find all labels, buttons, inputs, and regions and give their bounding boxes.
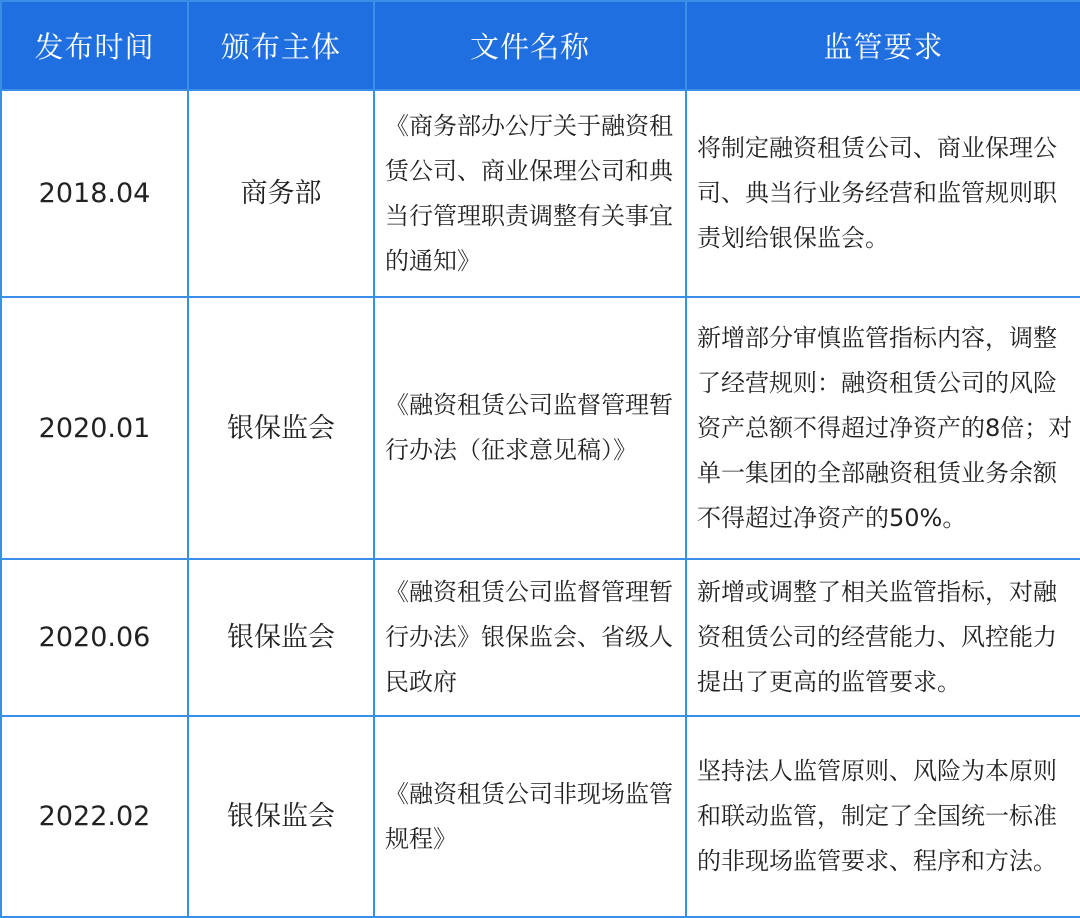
header-release-time: 发布时间 (1, 1, 188, 90)
cell-date: 2018.04 (1, 90, 188, 297)
header-document-name: 文件名称 (374, 1, 686, 90)
requirement-text: 新增或调整了相关监管指标，对融资租赁公司的经营能力、风控能力提出了更高的监管要求。 (697, 578, 1057, 696)
document-text: 《融资租赁公司非现场监管规程》 (385, 779, 673, 853)
cell-requirement (686, 297, 1080, 559)
cell-requirement (686, 559, 1080, 716)
requirement-text: 坚持法人监管原则、风险为本原则和联动监管，制定了全国统一标准的非现场监管要求、程序和方法。 (697, 757, 1057, 875)
table-row (1, 90, 1080, 297)
table-row (1, 559, 1080, 716)
document-text: 《商务部办公厅关于融资租赁公司、商业保理公司和典当行管理职责调整有关事宜的通知》 (385, 111, 673, 275)
requirement-text: 新增部分审慎监管指标内容，调整了经营规则：融资租赁公司的风险资产总额不得超过净资产的8倍；对单一集团的全部融资租赁业务余额不得超过净资产的50%。 (697, 323, 1073, 532)
cell-document (374, 716, 686, 917)
document-text: 《融资租赁公司监督管理暂行办法（征求意见稿）》 (385, 391, 673, 464)
cell-requirement (686, 716, 1080, 917)
cell-requirement (686, 90, 1080, 297)
cell-document (374, 297, 686, 559)
cell-issuer: 商务部 (188, 90, 374, 297)
cell-issuer: 银保监会 (188, 716, 374, 917)
table-row (1, 716, 1080, 917)
header-issuing-body: 颁布主体 (188, 1, 374, 90)
cell-date: 2020.06 (1, 559, 188, 716)
cell-date: 2022.02 (1, 716, 188, 917)
header-row (1, 1, 1080, 90)
table-row (1, 297, 1080, 559)
cell-issuer: 银保监会 (188, 297, 374, 559)
cell-date: 2020.01 (1, 297, 188, 559)
document-text: 《融资租赁公司监督管理暂行办法》银保监会、省级人民政府 (385, 578, 673, 696)
cell-document (374, 90, 686, 297)
cell-issuer: 银保监会 (188, 559, 374, 716)
cell-document (374, 559, 686, 716)
requirement-text: 将制定融资租赁公司、商业保理公司、典当行业务经营和监管规则职责划给银保监会。 (697, 134, 1057, 252)
header-regulatory-requirement: 监管要求 (686, 1, 1080, 90)
